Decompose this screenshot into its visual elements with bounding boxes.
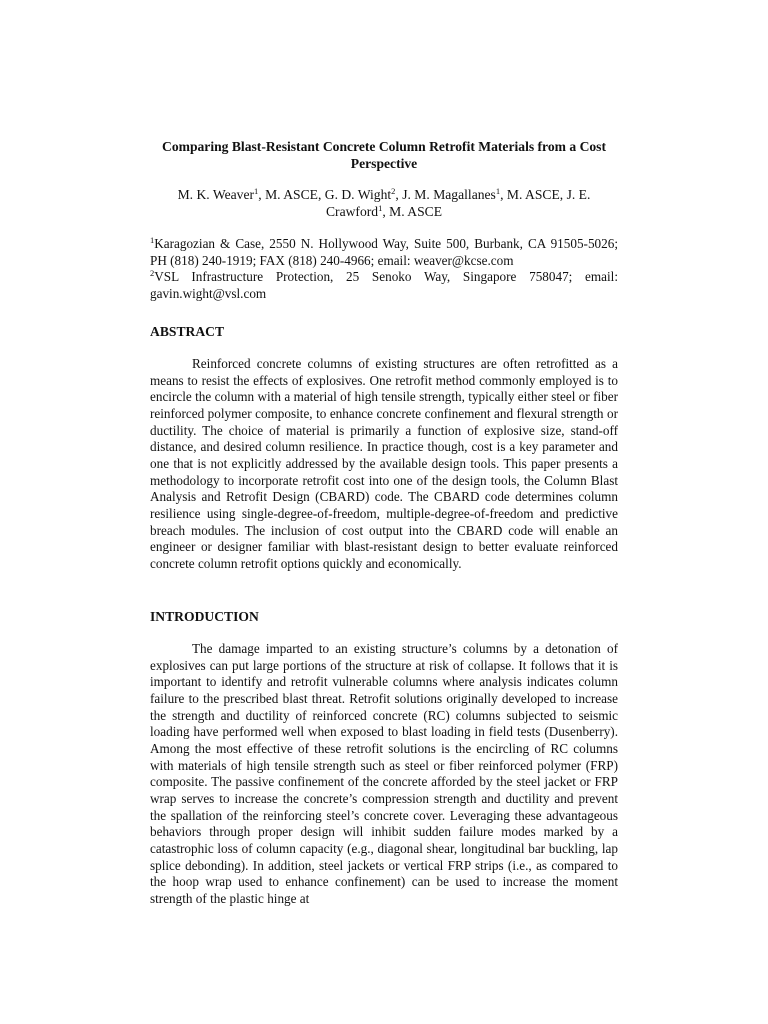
affiliation-mark: 2	[150, 268, 155, 278]
author-affiliation-mark: 1	[378, 203, 383, 213]
affiliation-mark: 1	[150, 235, 155, 245]
affiliations	[150, 236, 618, 302]
introduction-heading: INTRODUCTION	[150, 609, 259, 624]
author-name: M. K. Weaver	[177, 187, 255, 202]
author-name: G. D. Wight	[324, 187, 392, 202]
abstract-paragraph: Reinforced concrete columns of existing structures are often retrofitted as a means to resist the effects of explosives. One retrofit method commonly employed is to encircle the column with a material of high tensile strength, typically either steel or fiber reinforced polymer composite, to enhance concrete confinement and flexural strength or ductility. The choice of material is primarily a function of explosive size, stand-off distance, and desired column resilience. In practice though, cost is a key parameter and one that is not explicitly addressed by the available design tools. This paper presents a methodology to incorporate retrofit cost into one of the design tools, the Column Blast Analysis and Retrofit Design (CBARD) code. The CBARD code determines column resilience using single-degree-of-freedom, multiple-degree-of-freedom and predictive breach modules. The inclusion of cost output into the CBARD code will enable an engineer or designer familiar with blast-resistant design to better evaluate reinforced concrete column retrofit options quickly and economically.	[150, 356, 618, 571]
author-suffix: , M. ASCE	[382, 204, 443, 219]
author-suffix: , M. ASCE,	[258, 187, 325, 202]
author-affiliation-mark: 2	[391, 186, 396, 196]
paper-title: Comparing Blast-Resistant Concrete Column Retrofit Materials from a Cost Perspective	[162, 139, 606, 171]
affiliation-item	[150, 269, 618, 302]
author-suffix: , M. ASCE,	[500, 187, 567, 202]
author-affiliation-mark: 1	[495, 186, 501, 196]
abstract-heading: ABSTRACT	[150, 324, 225, 339]
affiliation-text: Karagozian & Case, 2550 N. Hollywood Way, Suite 500, Burbank, CA 91505-5026; PH (818) 240-1919; FAX (818) 240-4966; email: weaver@kcse.com	[150, 236, 618, 268]
affiliation-text: VSL Infrastructure Protection, 25 Senoko Way, Singapore 758047; email: gavin.wight@vsl.com	[150, 269, 618, 301]
author-name: J. E. Crawford	[325, 187, 591, 219]
affiliation-item	[150, 236, 618, 269]
author-list	[150, 186, 618, 220]
author-suffix: ,	[395, 187, 403, 202]
introduction-paragraph: The damage imparted to an existing structure’s columns by a detonation of explosives can put large portions of the structure at risk of collapse. It follows that it is important to identify and retrofit vulnerable columns where analysis indicates column failure to the prescribed blast threat. Retrofit solutions originally developed to increase the strength and ductility of reinforced concrete (RC) columns subjected to seismic loading have performed well when exposed to blast loading in field tests (Dusenberry). Among the most effective of these retrofit solutions is the encircling of RC columns with materials of high tensile strength such as steel or fiber reinforced polymer (FRP) composite. The passive confinement of the concrete afforded by the steel jacket or FRP wrap serves to increase the concrete’s compression strength and ductility and prevent the spallation of the reinforcing steel’s concrete cover. Leveraging these advantageous behaviors through proper design will inhibit sudden failure modes marked by a catastrophic loss of column capacity (e.g., diagonal shear, longitudinal bar buckling, lap splice debonding). In addition, steel jackets or vertical FRP strips (i.e., as compared to the hoop wrap used to enhance confinement) can be used to increase the moment strength of the plastic hinge at	[150, 641, 618, 906]
author-name: J. M. Magallanes	[402, 187, 496, 202]
author-affiliation-mark: 1	[254, 186, 259, 196]
